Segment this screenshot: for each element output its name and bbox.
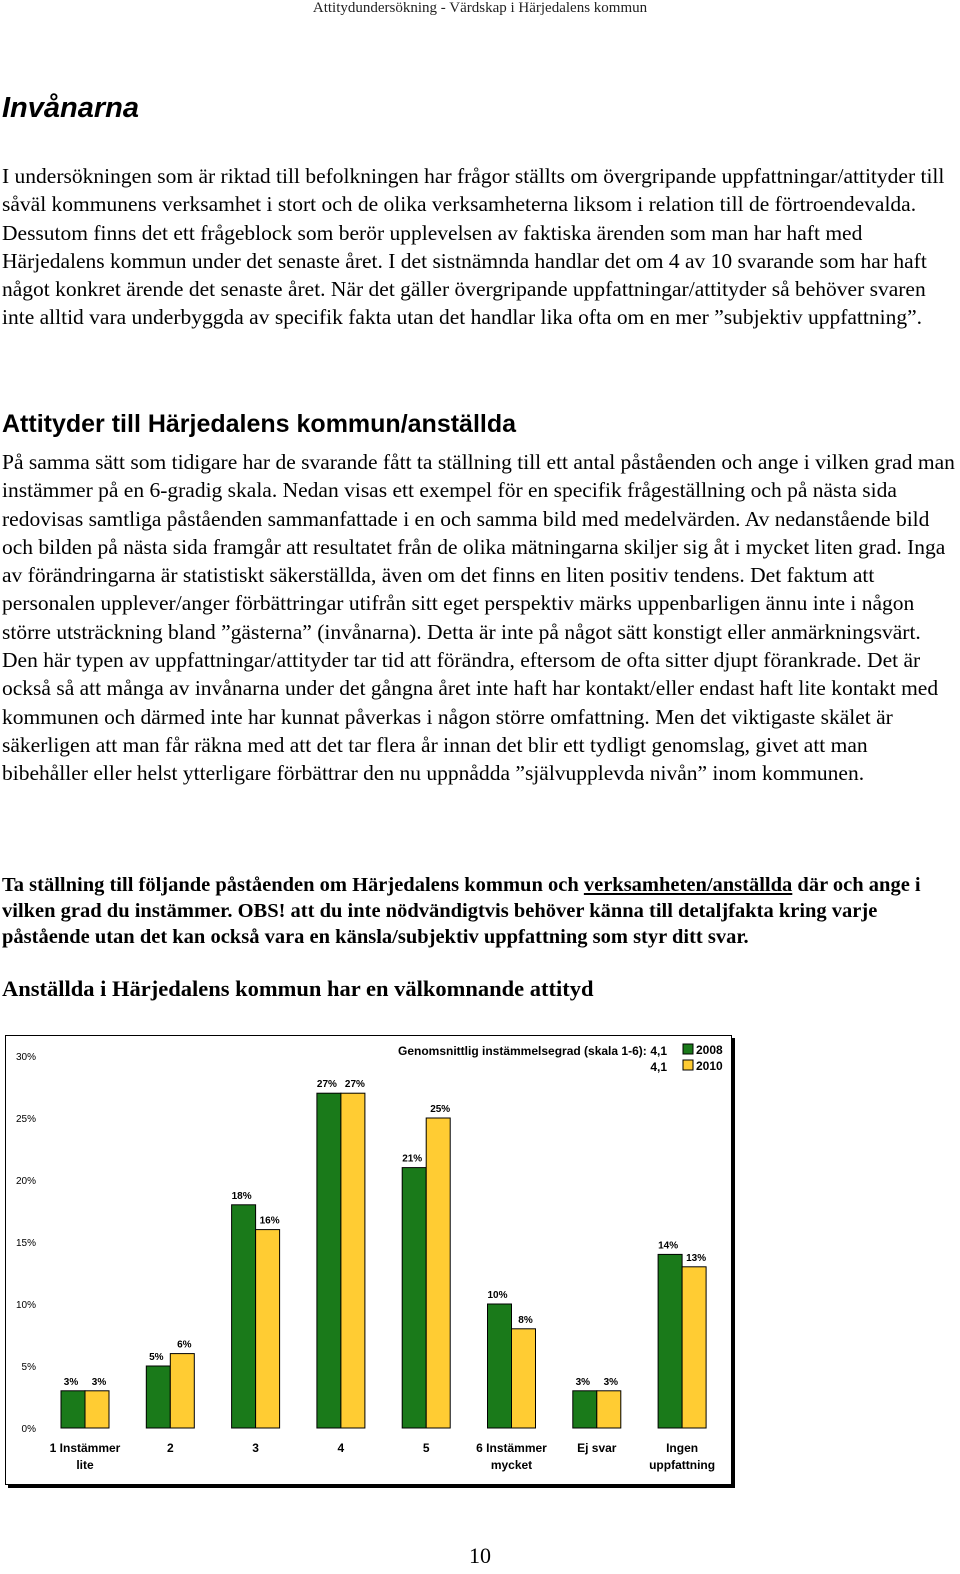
data-label: 8%: [518, 1314, 533, 1326]
bar-2010: [597, 1391, 621, 1428]
body-paragraph: På samma sätt som tidigare har de svarande fått ta ställning till ett antal påståenden och ange i vilken grad man instämmer på en 6-gradig skala. Nedan visas ett exempel för en specifik frågeställning och på nästa sida redovisas samtliga påståenden sammanfattade i en och samma bild med medelvärden. Av nedanstående bild och bilden på nästa sida framgår att resultatet från de olika mätningarna skiljer sig åt i mycket liten grad. Inga av förändringarna är statistiskt säkerställda, även om det finns en liten positiv tendens. Det faktum att personalen upplever/anger förbättringar utifrån sitt eget perspektiv märks uppenbarligen ännu inte i någon större utsträckning bland ”gästerna” (invånarna). Detta är inte på något sätt konstigt eller anmärkningsvärt. Den här typen av uppfattningar/attityder tar tid att förändra, eftersom de ofta sitter djupt förankrade. Det är också så att många av invånarna under det gångna året inte haft har kontakt/eller endast haft lite kontakt med kommunen och därmed inte har kunnat påverkas i någon större omfattning. Men det viktigaste skälet är säkerligen att man får räkna med att det tar flera år innan det blir ett tydligt genomslag, givet att man bibehåller eller helst ytterligare förbättrar den nu uppnådda ”självupplevda nivån” inom kommunen.: [2, 450, 955, 786]
chart-frame: [5, 1035, 732, 1485]
data-label: 27%: [316, 1079, 337, 1091]
annotation-label: Genomsnittlig instämmelsegrad (skala 1-6):: [398, 1044, 647, 1058]
bars: [61, 1079, 706, 1428]
bar-2008: [317, 1093, 341, 1428]
x-tick-label: 6 Instämmer: [476, 1441, 547, 1455]
annotation-value-2008: 4,1: [650, 1044, 667, 1058]
bar-2008: [573, 1391, 597, 1428]
y-tick-label: 25%: [15, 1114, 36, 1125]
y-tick-label: 15%: [15, 1238, 36, 1249]
x-tick-label: 1 Instämmer: [49, 1441, 121, 1455]
x-axis: [50, 1441, 715, 1472]
x-tick-label: Ej svar: [577, 1441, 617, 1455]
bar-2010: [170, 1354, 194, 1428]
x-tick-label: Ingen: [666, 1441, 699, 1455]
legend-label-2010: 2010: [696, 1059, 723, 1073]
mean-annotation: [398, 1044, 667, 1074]
y-tick-label: 5%: [21, 1362, 36, 1373]
data-label: 10%: [487, 1290, 508, 1301]
legend-swatch-2008: [683, 1044, 693, 1054]
data-label: 14%: [658, 1240, 679, 1252]
data-label: 18%: [231, 1190, 252, 1202]
survey-instruction: [2, 872, 958, 950]
bar-chart: [6, 1036, 731, 1484]
data-label: 21%: [402, 1153, 423, 1165]
data-label: 3%: [575, 1376, 591, 1388]
subsection-title: Attityder till Härjedalens kommun/anställda: [2, 410, 517, 438]
data-label: 3%: [63, 1376, 79, 1388]
data-label: 27%: [344, 1079, 365, 1091]
section-title: Invånarna: [2, 92, 139, 124]
instruction-part-2: där och ange i vilken grad du instämmer. OBS! att du inte nödvändigtvis behöver känna till detaljfakta kring varje påstående utan det kan också vara en känsla/subjektiv uppfattning som styr ditt svar.: [2, 874, 921, 948]
x-tick-label: 3: [252, 1441, 259, 1455]
data-label: 3%: [91, 1376, 107, 1388]
bar-2008: [61, 1391, 85, 1428]
bar-2010: [512, 1329, 536, 1428]
data-label: 13%: [686, 1252, 707, 1264]
bar-2010: [85, 1391, 109, 1428]
bar-2008: [658, 1254, 682, 1428]
bar-2008: [232, 1205, 256, 1428]
y-tick-label: 0%: [21, 1424, 36, 1435]
bar-2010: [682, 1267, 706, 1428]
y-tick-label: 20%: [15, 1176, 36, 1187]
x-tick-label: lite: [76, 1458, 94, 1472]
bar-2008: [402, 1168, 426, 1428]
x-tick-label: 2: [166, 1441, 174, 1455]
bar-2010: [426, 1118, 450, 1428]
data-label: 5%: [149, 1352, 164, 1363]
data-label: 3%: [603, 1376, 619, 1388]
bar-2010: [341, 1093, 365, 1428]
chart-legend: [683, 1043, 723, 1073]
chart-heading: Anställda i Härjedalens kommun har en välkomnande attityd: [2, 976, 594, 1001]
y-tick-label: 30%: [15, 1052, 36, 1063]
data-label: 25%: [430, 1104, 451, 1115]
instruction-underlined: verksamheten/anställda: [583, 874, 793, 896]
legend-label-2008: 2008: [696, 1043, 723, 1057]
x-tick-label: mycket: [490, 1458, 533, 1472]
instruction-part-1: Ta ställning till följande påståenden om Härjedalens kommun och: [2, 874, 584, 896]
legend-swatch-2010: [683, 1060, 693, 1070]
annotation-value-2010: 4,1: [650, 1060, 667, 1074]
x-tick-label: 4: [337, 1441, 345, 1455]
x-tick-label: uppfattning: [649, 1458, 716, 1472]
bar-2008: [488, 1304, 512, 1428]
y-axis: [16, 1052, 36, 1435]
x-tick-label: 5: [422, 1441, 430, 1455]
bar-2010: [256, 1230, 280, 1428]
data-label: 6%: [177, 1339, 192, 1351]
data-label: 16%: [259, 1215, 280, 1227]
intro-paragraph: I undersökningen som är riktad till befolkningen har frågor ställts om övergripande uppfattningar/attityder till såväl kommunens verksamhet i stort och de olika verksamheterna liksom i relation till de förtroendevalda. Dessutom finns det ett frågeblock som berör upplevelsen av faktiska ärenden som man har haft med Härjedalens kommun under det senaste året. I det sistnämnda handlar det om 4 av 10 svarande som har haft något konkret ärende det senaste året. När det gäller övergripande uppfattningar/attityder så behöver svaren inte alltid vara underbyggda av specifik fakta utan det handlar lika ofta om en mer ”subjektiv uppfattning”.: [2, 164, 945, 330]
y-tick-label: 10%: [15, 1300, 36, 1311]
bar-2008: [146, 1366, 170, 1428]
page-number: 10: [469, 1543, 491, 1568]
running-header: Attitydundersökning - Värdskap i Härjedalens kommun: [312, 0, 648, 16]
